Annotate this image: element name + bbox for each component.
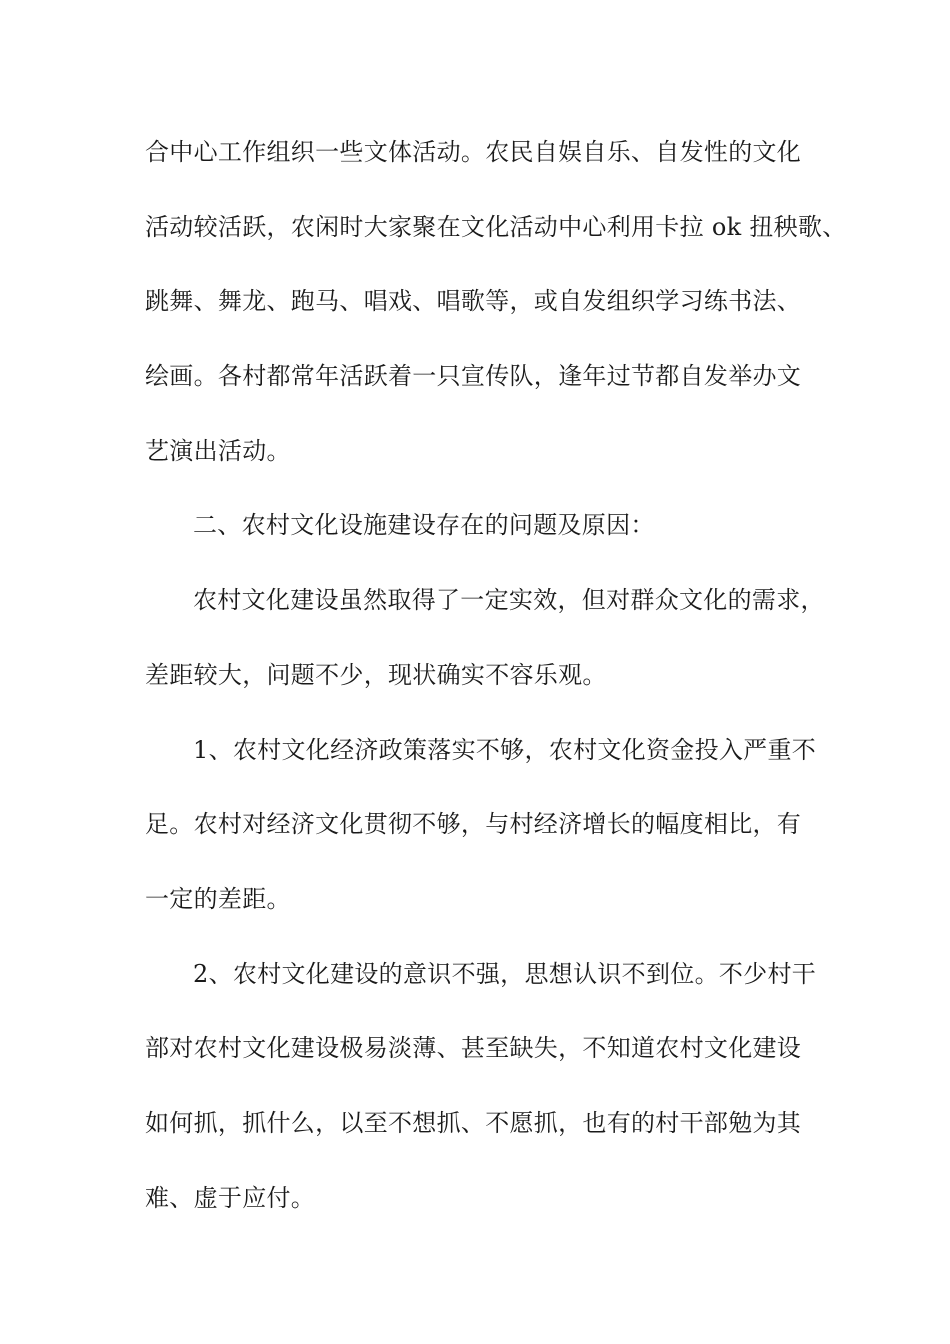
paragraph-line-7: 农村文化建设虽然取得了一定实效，但对群众文化的需求， — [193, 586, 825, 614]
paragraph-line-2: 活动较活跃，农闲时大家聚在文化活动中心利用卡拉 ok 扭秧歌、 — [145, 213, 847, 241]
list-item-1-line-2: 足。农村对经济文化贯彻不够，与村经济增长的幅度相比，有 — [145, 810, 802, 838]
paragraph-line-3: 跳舞、舞龙、跑马、唱戏、唱歌等，或自发组织学习练书法、 — [145, 287, 802, 315]
list-item-2-line-3: 如何抓，抓什么，以至不想抓、不愿抓，也有的村干部勉为其 — [145, 1109, 802, 1137]
paragraph-line-4: 绘画。各村都常年活跃着一只宣传队，逢年过节都自发举办文 — [145, 362, 802, 390]
paragraph-line-5: 艺演出活动。 — [145, 437, 291, 465]
list-item-2-line-2: 部对农村文化建设极易淡薄、甚至缺失，不知道农村文化建设 — [145, 1034, 802, 1062]
paragraph-line-8: 差距较大，问题不少，现状确实不容乐观。 — [145, 661, 607, 689]
list-item-2-line-1: 2、农村文化建设的意识不强，思想认识不到位。不少村干 — [193, 960, 817, 988]
paragraph-line-1: 合中心工作组织一些文体活动。农民自娱自乐、自发性的文化 — [145, 138, 802, 166]
section-heading: 二、农村文化设施建设存在的问题及原因： — [193, 511, 655, 539]
list-item-1-line-1: 1、农村文化经济政策落实不够，农村文化资金投入严重不 — [193, 736, 817, 764]
list-item-2-line-4: 难、虚于应付。 — [145, 1184, 316, 1212]
list-item-1-line-3: 一定的差距。 — [145, 885, 291, 913]
